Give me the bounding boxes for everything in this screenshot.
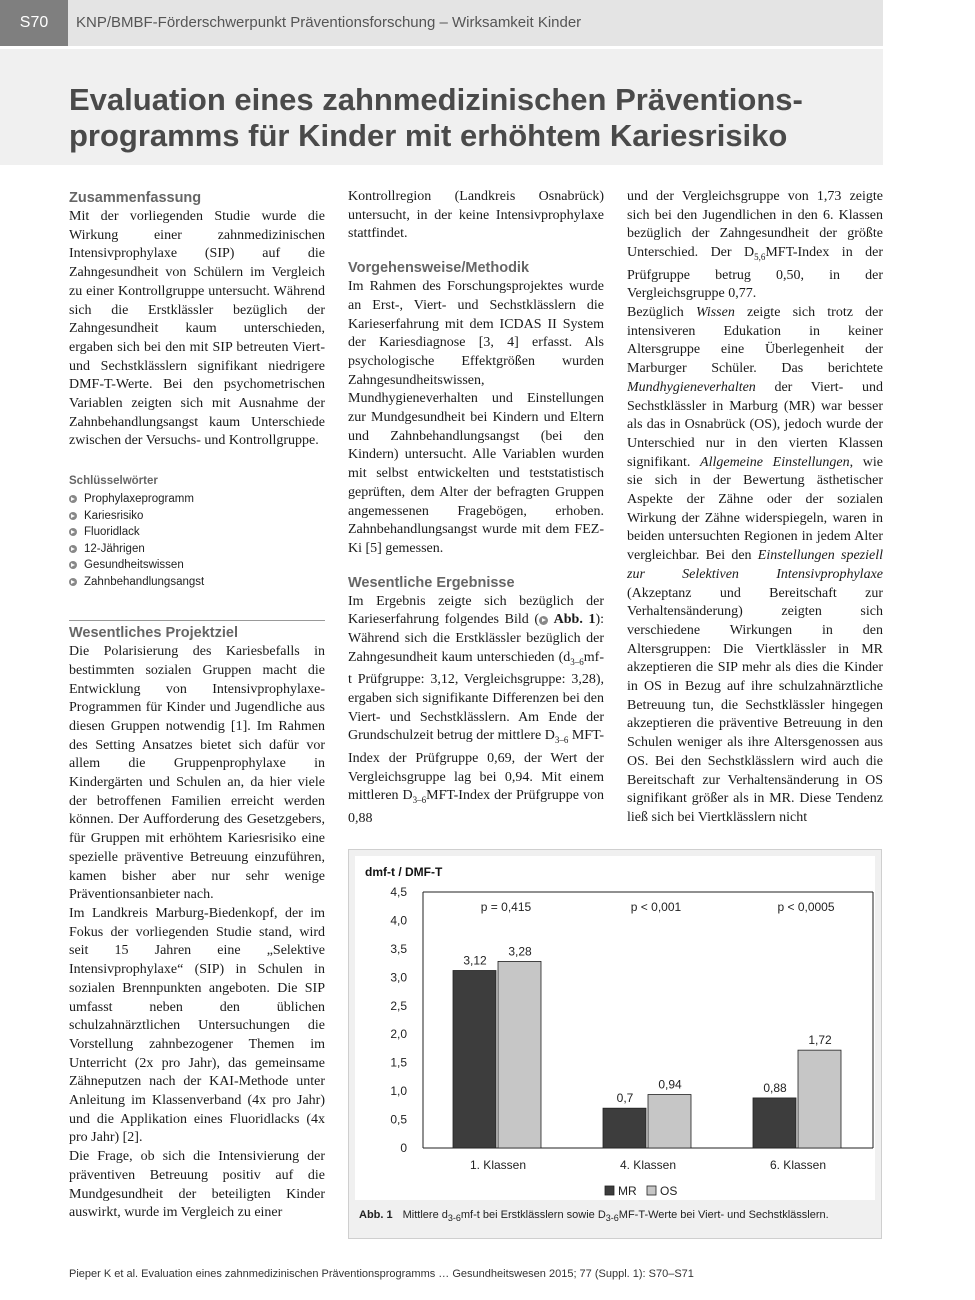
arrow-bullet-icon <box>69 578 77 586</box>
p-value-label: p < 0,001 <box>630 900 682 914</box>
bar-mr <box>753 1098 796 1148</box>
section-divider <box>69 620 325 643</box>
title-block <box>0 49 883 165</box>
legend-swatch-os <box>647 1186 656 1195</box>
bar-mr <box>453 971 496 1148</box>
arrow-bullet-icon <box>69 545 77 553</box>
x-tick-label: 6. Klassen <box>769 1158 827 1172</box>
arrow-bullet-icon <box>69 495 77 503</box>
y-tick-label: 4,0 <box>390 913 407 928</box>
keywords-heading: Schlüsselwörter <box>69 475 158 488</box>
p-value-label: p < 0,0005 <box>777 900 835 914</box>
arrow-bullet-icon <box>69 561 77 569</box>
column-right <box>627 188 883 828</box>
y-tick-label: 4,5 <box>390 885 407 899</box>
figure-ref-link[interactable]: Abb. 1 <box>553 612 596 628</box>
article-title <box>69 82 869 154</box>
keyword-item: 12-Jährigen <box>69 541 325 558</box>
data-label: 0,7 <box>616 1091 634 1106</box>
data-label: 1,72 <box>808 1033 832 1048</box>
legend-label: OS <box>660 1184 678 1198</box>
keyword-item: Gesundheitswissen <box>69 557 325 574</box>
citation-footer: Pieper K et al. Evaluation eines zahnmedizinischen Präventionsprogramms … Gesundheitswesen 2015; 77 (Suppl. 1): S70–S71 <box>69 1268 694 1280</box>
bar-os <box>798 1050 841 1148</box>
y-tick-label: 1,5 <box>390 1055 407 1070</box>
title-line-1: Evaluation eines zahnmedizinischen Präventions- <box>69 82 803 117</box>
results-continued-text: und der Vergleichsgruppe von 1,73 zeigte sich bei den Jugendlichen in den 6. Klassen bezüglich der Zahngesundheit der größte Unterschied. Der $D_{5,6}MFT$-Index in der Prüfgruppe betrug 0,50, in der Vergleichsgruppe 0,77. <box>627 189 883 302</box>
y-tick-label: 3,5 <box>390 941 407 956</box>
page-number: S70 <box>0 0 68 46</box>
keyword-item: Kariesrisiko <box>69 508 325 525</box>
running-title: KNP/BMBF-Förderschwerpunkt Präventionsforschung – Wirksamkeit Kinder <box>76 14 582 31</box>
x-tick-label: 1. Klassen <box>469 1158 527 1172</box>
goal-paragraph-3: Die Frage, ob sich die Intensivierung der präventiven Betreuung positiv auf die Mundgesundheit der beteiligten Kinder auswirkt, wurde im Vergleich zu einer <box>69 1149 325 1221</box>
y-tick-label: 1,0 <box>390 1084 407 1099</box>
control-region-text: Kontrollregion (Landkreis Osnabrück) untersucht, in der keine Intensivprophylaxe stattfindet. <box>348 189 604 242</box>
y-tick-label: 3,0 <box>390 970 407 985</box>
bar-os <box>498 961 541 1148</box>
data-label: 3,12 <box>463 953 487 968</box>
results-text: Im Ergebnis zeigte sich bezüglich der Karieserfahrung folgendes Bild ( Abb. 1): Während sich die Erstklässler bezüglich der Zahngesundheit kaum unterschieden ($d_{3-6}mf-t$ Prüfgruppe: 3,12, Vergleichsgruppe: 3,28), ergaben sich signifikante Differenzen bei den Viert- und Sechstklässlern. Am Ende der Grundschulzeit betrug der mittlere $D_{3-6}$ MFT-Index der Prüfgruppe 0,69, der Wert der Vergleichsgruppe lag bei 0,94. Mit einem mittleren $D_{3-6}MFT$-Index der Prüfgruppe von 0,88 <box>348 593 605 826</box>
p-value-label: p = 0,415 <box>480 900 532 914</box>
bar-mr <box>603 1108 646 1148</box>
figure-ref-icon <box>539 616 548 625</box>
y-axis-label: dmf-t / DMF-T <box>365 865 443 879</box>
method-heading: Vorgehensweise/Methodik <box>348 260 530 277</box>
y-tick-label: 2,5 <box>390 998 407 1013</box>
running-header <box>0 0 883 46</box>
chart-area <box>355 856 875 1200</box>
legend-label: MR <box>618 1184 637 1198</box>
y-tick-label: 2,0 <box>390 1027 407 1042</box>
goal-paragraph-2: Im Landkreis Marburg-Biedenkopf, der im Fokus der vorliegenden Studie stand, wird seit 15 Jahren eine „Selektive Intensivprophylaxe“ (SIP) in Schulen in sozialen Brennpunkten angeboten. Die SIP umfasst neben den üblichen schulzahnärztlichen Untersuchungen die Vorstellung zahnbezogener Themen im Unterricht (2x pro Jahr), das gemeinsame Zähneputzen nach der KAI-Methode unter Anleitung im Klassenverband (4x pro Jahr) und die Applikation eines Fluoridlacks (4x pro Jahr) [2]. <box>69 905 325 1146</box>
summary-text: Mit der vorliegenden Studie wurde die Wirkung einer zahnmedizinischen Intensivprophylaxe (SIP) auf die Zahngesundheit von Schülern im Vergleich zu einer Kontrollgruppe untersucht. Während sich die Erstklässler bezüglich der Zahngesundheit kaum unterschieden, ergaben sich bei den mit SIP betreuten Viert- und Sechstklässlern signifikant niedrigere DMF-T-Werte. Bei den psychometrischen Variablen zeigten sich mit Ausnahme der Zahnbehandlungsangst kaum Unterschiede zwischen der Versuchs- und Kontrollgruppe. <box>69 209 325 449</box>
keywords-list <box>69 491 325 590</box>
keyword-item: Zahnbehandlungsangst <box>69 574 325 591</box>
results-heading: Wesentliche Ergebnisse <box>348 574 515 591</box>
goal-paragraph-1: Die Polarisierung des Kariesbefalls in bestimmten sozialen Gruppen macht die Entwicklung von Intensivprophylaxe-Programmen für Kinder und Jugendliche aus diesen Gruppen notwendig [1]. Im Rahmen des Setting Ansatzes bietet sich dafür vor allem die Gruppenprophylaxe in Kindergärten und Schulen an, da hier viele der betroffenen Familien erreicht werden können. Der Aufforderung des Gesetzgebers, für Gruppen mit erhöhtem Kariesrisiko eine spezielle präventive Betreuung einzuführen, kamen bisher aber nur sehr wenige Präventionsanbieter nach. <box>69 644 325 903</box>
column-middle <box>348 188 604 828</box>
data-label: 0,94 <box>658 1077 682 1092</box>
summary-heading: Zusammenfassung <box>69 190 202 206</box>
arrow-bullet-icon <box>69 528 77 536</box>
figure-1 <box>348 849 882 1239</box>
method-text: Im Rahmen des Forschungsprojektes wurde an Erst-, Viert- und Sechstklässlern die Karieserfahrung mit dem ICDAS II System der Kariesdiagnose [3, 4] erfasst. Als psychologische Effektgrößen wurden Zahngesundheitswissen, Mundhygieneverhalten und Einstellungen zur Mundgesundheit bei Kindern und Eltern und Zahnbehandlungsangst (bei den Kindern) untersucht. Alle Variablen wurden mit selbst entwickelten und teststatistisch geprüften, dem Alter der befragten Gruppen angemessenen Fragebögen, erhoben. Zahnbehandlungsangst wurde mit dem FEZ-Ki [5] gemessen. <box>348 279 604 556</box>
psychometric-text: Bezüglich Wissen zeigte sich trotz der intensiveren Edukation in keiner Altersgruppe eine Überlegenheit der Marburger Schüler. Das berichtete Mundhygieneverhalten der Viert- und Sechstklässler in Marburg (MR) war besser als das in Osnabrück (OS), jedoch wurde der Unterschied nur in den vierten Klassen signifikant. Allgemeine Einstellungen, wie sie sich in der Bewertung ästhetischer Aspekte der Zähne oder der sozialen Wirkung der Zähne widerspiegeln, waren in beiden untersuchten Regionen in jedem Alter vergleichbar. Bei den Einstellungen speziell zur Selektiven Intensivprophylaxe (Akzeptanz und Bereitschaft zur Verhaltensänderung) zeigten sich verschiedene Wirkungen in den Altersgruppen: Die Viertklässler in MR akzeptieren die SIP mehr als dies die Kinder in OS in Bezug auf ihre schulzahnärztliche Betreuung tun, die Sechstklässler hingegen akzeptieren die präventive Betreuung in den Schulen weniger als ihre Altersgenossen aus OS. Bei den Sechstklässlern wird auch die Bereitschaft zur Verhaltensänderung in OS signifikant größer als in MR. Diese Tendenz ließ sich bei Viertklässlern nicht <box>627 305 883 825</box>
column-left <box>69 188 325 1223</box>
goal-heading: Wesentliches Projektziel <box>69 625 238 642</box>
legend-swatch-mr <box>605 1186 614 1195</box>
data-label: 3,28 <box>508 944 532 959</box>
figure-caption: Abb. 1 Mittlere $d_{3-6}mf-t$ bei Erstklässlern sowie $D_{3-6}MF-T$-Werte bei Viert- und Sechstklässlern. <box>359 1209 829 1224</box>
bar-chart <box>355 856 875 1200</box>
x-tick-label: 4. Klassen <box>619 1158 677 1172</box>
arrow-bullet-icon <box>69 512 77 520</box>
figure-caption-label: Abb. 1 <box>359 1209 393 1221</box>
y-tick-label: 0 <box>400 1141 407 1155</box>
keyword-item: Prophylaxeprogramm <box>69 491 325 508</box>
keyword-item: Fluoridlack <box>69 524 325 541</box>
title-line-2: programms für Kinder mit erhöhtem Kariesrisiko <box>69 118 788 153</box>
y-tick-label: 0,5 <box>390 1112 407 1127</box>
bar-os <box>648 1095 691 1148</box>
data-label: 0,88 <box>763 1080 787 1095</box>
